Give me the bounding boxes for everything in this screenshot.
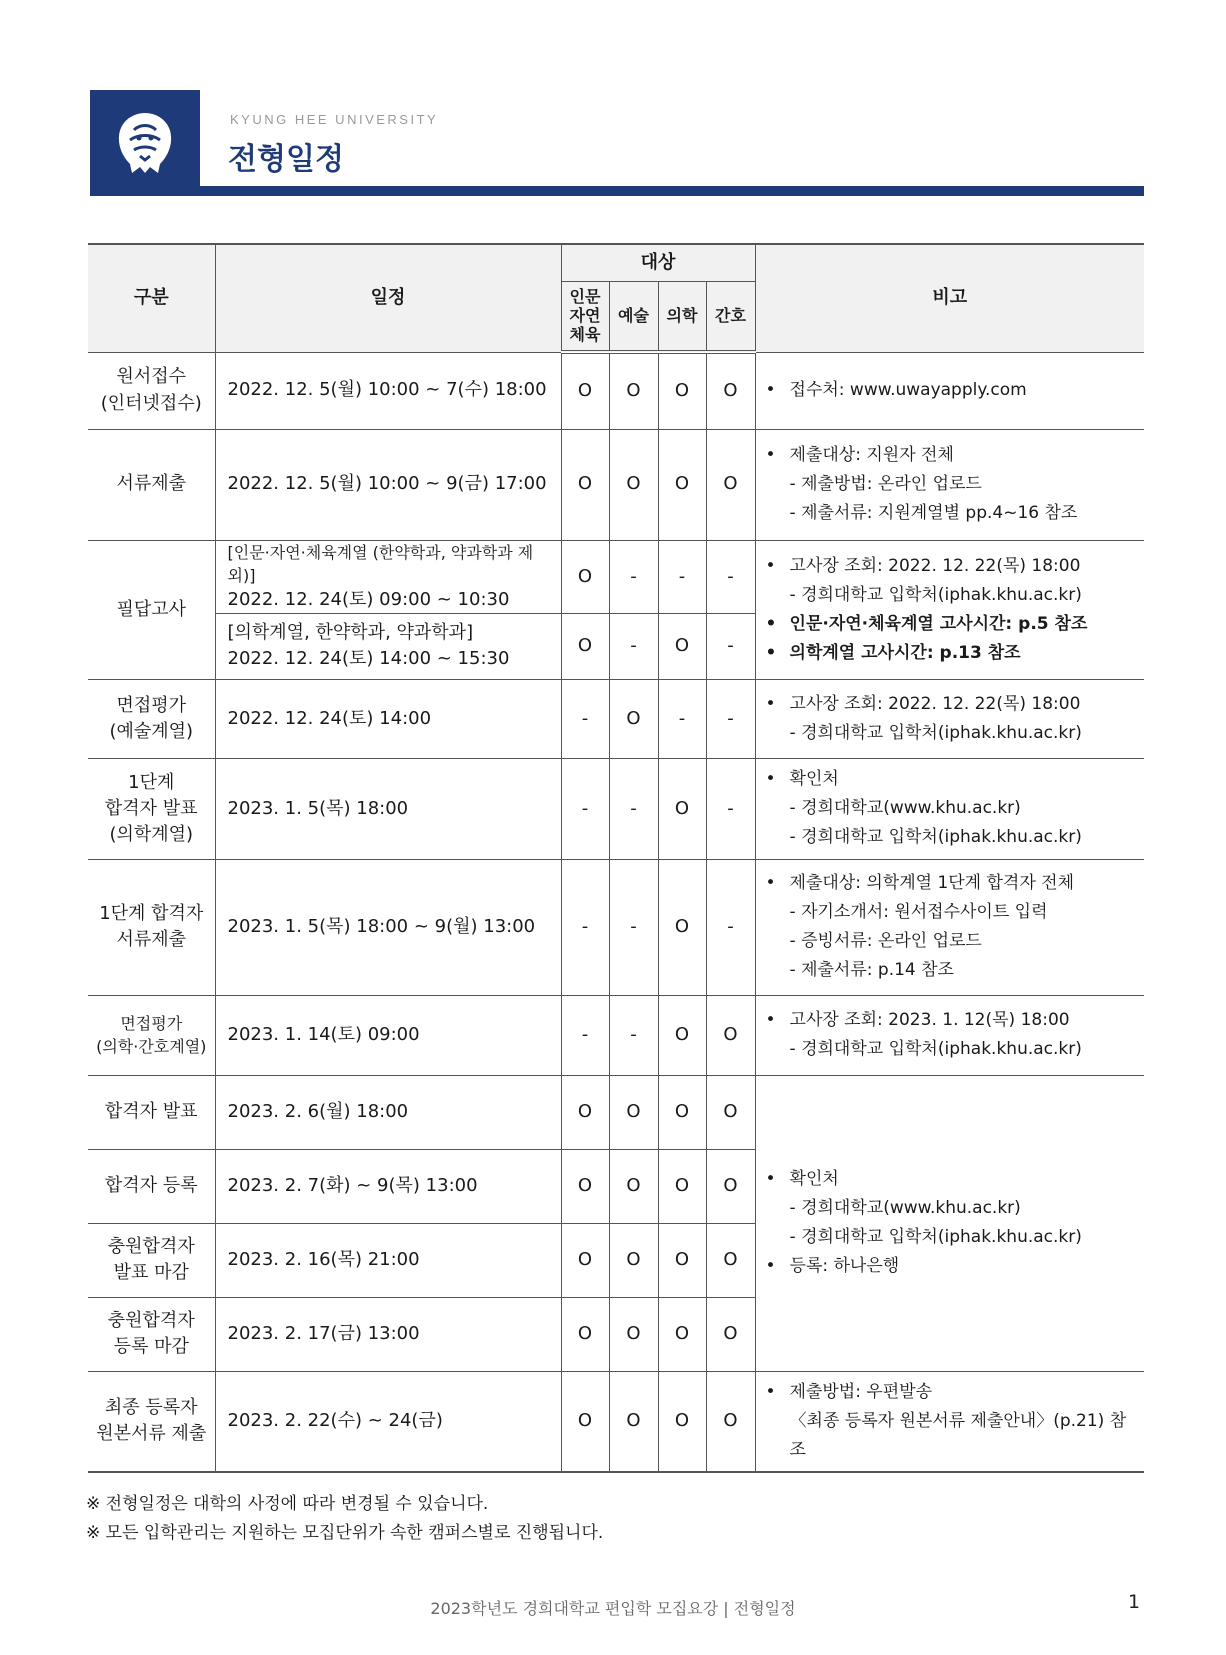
remark-item: • 제출대상: 지원자 전체 [764, 441, 1137, 470]
row-schedule: 2023. 2. 7(화) ~ 9(목) 13:00 [215, 1149, 561, 1223]
row-schedule: 2023. 2. 16(목) 21:00 [215, 1223, 561, 1297]
university-name: KYUNG HEE UNIVERSITY [230, 112, 439, 127]
target-mark: - [561, 758, 609, 859]
target-mark: O [658, 758, 706, 859]
table-row [88, 995, 1144, 1075]
target-mark: O [609, 1075, 658, 1149]
schedule-date: 2022. 12. 24(토) 09:00 ~ 10:30 [227, 588, 510, 610]
row-category: 합격자 발표 [88, 1075, 215, 1149]
target-mark: O [658, 613, 706, 679]
table-row [88, 679, 1144, 758]
row-schedule: 2023. 2. 17(금) 13:00 [215, 1297, 561, 1371]
remark-subitem: - 제출서류: p.14 참조 [764, 956, 1137, 985]
table-row [88, 1075, 1144, 1149]
row-remarks [755, 1075, 1144, 1371]
target-mark: O [561, 429, 609, 540]
remark-subitem: - 경희대학교 입학처(iphak.khu.ac.kr) [764, 1223, 1137, 1252]
schedule-group-label: [의학계열, 한약학과, 약과학과] [227, 622, 474, 644]
target-mark: O [658, 1297, 706, 1371]
row-schedule: 2023. 1. 5(목) 18:00 ~ 9(월) 13:00 [215, 859, 561, 995]
target-mark: - [658, 679, 706, 758]
row-category: 최종 등록자 원본서류 제출 [88, 1371, 215, 1472]
row-schedule: 2023. 1. 14(토) 09:00 [215, 995, 561, 1075]
schedule-group-label: [인문·자연·체육계열 (한약학과, 약과학과 제외)] [227, 542, 534, 585]
target-mark: O [609, 679, 658, 758]
row-category: 서류제출 [88, 429, 215, 540]
footnotes [86, 1490, 603, 1548]
header-target-medicine: 의학 [658, 281, 706, 352]
row-category: 합격자 등록 [88, 1149, 215, 1223]
remark-item: • 의학계열 고사시간: p.13 참조 [764, 639, 1137, 668]
remark-item: • 확인처 [764, 1165, 1137, 1194]
table-row [88, 1371, 1144, 1472]
row-category: 면접평가 (의학·간호계열) [88, 995, 215, 1075]
target-mark: - [706, 613, 755, 679]
target-mark: O [561, 1371, 609, 1472]
row-category: 충원합격자 발표 마감 [88, 1223, 215, 1297]
header-category: 구분 [88, 244, 215, 352]
target-mark: O [706, 1149, 755, 1223]
target-mark: O [658, 1371, 706, 1472]
schedule-date: 2022. 12. 24(토) 14:00 ~ 15:30 [227, 648, 510, 670]
target-mark: - [706, 540, 755, 613]
target-mark: O [658, 429, 706, 540]
row-schedule [215, 613, 561, 679]
target-mark: O [609, 1223, 658, 1297]
row-schedule: 2022. 12. 24(토) 14:00 [215, 679, 561, 758]
target-mark: - [609, 859, 658, 995]
header-target: 대상 [561, 244, 755, 281]
row-category: 필답고사 [88, 540, 215, 679]
row-schedule [215, 540, 561, 613]
page-header [90, 90, 1144, 196]
table-row [88, 540, 1144, 613]
header-bar [90, 186, 1144, 196]
remark-subitem: - 경희대학교 입학처(iphak.khu.ac.kr) [764, 823, 1137, 852]
row-category: 충원합격자 등록 마감 [88, 1297, 215, 1371]
row-remarks [755, 540, 1144, 679]
remark-subitem: - 제출방법: 온라인 업로드 [764, 470, 1137, 499]
remark-item: 〈최종 등록자 원본서류 제출안내〉(p.21) 참조 [789, 1410, 1127, 1460]
remark-subitem: - 경희대학교 입학처(iphak.khu.ac.kr) [764, 581, 1137, 610]
footnote: ※ 전형일정은 대학의 사정에 따라 변경될 수 있습니다. [86, 1494, 489, 1514]
target-mark: O [706, 352, 755, 429]
row-remarks [755, 679, 1144, 758]
row-schedule: 2023. 2. 22(수) ~ 24(금) [215, 1371, 561, 1472]
target-mark: - [609, 995, 658, 1075]
target-mark: O [706, 1371, 755, 1472]
row-schedule: 2023. 1. 5(목) 18:00 [215, 758, 561, 859]
header-schedule: 일정 [215, 244, 561, 352]
target-mark: O [609, 352, 658, 429]
header-target-nursing: 간호 [706, 281, 755, 352]
row-schedule: 2022. 12. 5(월) 10:00 ~ 9(금) 17:00 [215, 429, 561, 540]
target-mark: - [609, 613, 658, 679]
table-row [88, 429, 1144, 540]
row-schedule: 2022. 12. 5(월) 10:00 ~ 7(수) 18:00 [215, 352, 561, 429]
target-mark: - [706, 859, 755, 995]
remark-subitem: - 경희대학교 입학처(iphak.khu.ac.kr) [764, 1035, 1137, 1064]
footnote: ※ 모든 입학관리는 지원하는 모집단위가 속한 캠퍼스별로 진행됩니다. [86, 1523, 604, 1543]
target-mark: O [609, 429, 658, 540]
table-row [88, 352, 1144, 429]
target-mark: O [561, 352, 609, 429]
header-remarks: 비고 [755, 244, 1144, 352]
target-mark: O [561, 540, 609, 613]
university-logo [90, 90, 200, 196]
remark-subitem: - 증빙서류: 온라인 업로드 [764, 927, 1137, 956]
row-remarks [755, 352, 1144, 429]
target-mark: O [658, 859, 706, 995]
remark-item: • 제출방법: 우편발송 [764, 1378, 1137, 1407]
target-mark: O [658, 352, 706, 429]
target-mark: O [658, 1075, 706, 1149]
remark-subitem: - 경희대학교 입학처(iphak.khu.ac.kr) [764, 719, 1137, 748]
row-category: 1단계 합격자 발표 (의학계열) [88, 758, 215, 859]
row-category: 1단계 합격자 서류제출 [88, 859, 215, 995]
schedule-table [88, 243, 1144, 1473]
remark-item: • 제출대상: 의학계열 1단계 합격자 전체 [764, 869, 1137, 898]
target-mark: - [561, 679, 609, 758]
target-mark: O [658, 1149, 706, 1223]
target-mark: O [706, 1223, 755, 1297]
row-category: 원서접수 (인터넷접수) [88, 352, 215, 429]
target-mark: - [658, 540, 706, 613]
target-mark: O [561, 1297, 609, 1371]
remark-item: • 등록: 하나은행 [764, 1252, 1137, 1281]
target-mark: - [706, 758, 755, 859]
row-remarks [755, 859, 1144, 995]
page-number: 1 [1128, 1591, 1141, 1613]
target-mark: O [658, 995, 706, 1075]
target-mark: - [609, 758, 658, 859]
remark-subitem: - 자기소개서: 원서접수사이트 입력 [764, 898, 1137, 927]
target-mark: - [609, 540, 658, 613]
remark-item: • 인문·자연·체육계열 고사시간: p.5 참조 [764, 610, 1137, 639]
row-remarks [755, 995, 1144, 1075]
target-mark: O [706, 1075, 755, 1149]
header-target-humanities: 인문 자연 체육 [561, 281, 609, 352]
target-mark: - [706, 679, 755, 758]
target-mark: O [609, 1371, 658, 1472]
page-footer: 2023학년도 경희대학교 편입학 모집요강 | 전형일정 [430, 1599, 796, 1618]
remark-subitem: - 경희대학교(www.khu.ac.kr) [764, 794, 1137, 823]
target-mark: - [561, 995, 609, 1075]
target-mark: O [561, 1075, 609, 1149]
remark-item: • 고사장 조회: 2022. 12. 22(목) 18:00 [764, 690, 1137, 719]
target-mark: O [609, 1149, 658, 1223]
target-mark: O [561, 1223, 609, 1297]
schedule-table-body [88, 352, 1144, 1472]
target-mark: O [706, 429, 755, 540]
remark-item: • 고사장 조회: 2023. 1. 12(목) 18:00 [764, 1006, 1137, 1035]
target-mark: O [561, 613, 609, 679]
lion-emblem-icon [114, 110, 176, 176]
remark-item: • 확인처 [764, 765, 1137, 794]
target-mark: O [706, 995, 755, 1075]
target-mark: O [706, 1297, 755, 1371]
target-mark: O [658, 1223, 706, 1297]
remark-item: • 접수처: www.uwayapply.com [764, 376, 1137, 405]
target-mark: O [609, 1297, 658, 1371]
row-schedule: 2023. 2. 6(월) 18:00 [215, 1075, 561, 1149]
table-row [88, 859, 1144, 995]
row-remarks [755, 758, 1144, 859]
table-row [88, 758, 1144, 859]
page-title: 전형일정 [228, 142, 344, 177]
row-category: 면접평가 (예술계열) [88, 679, 215, 758]
target-mark: - [561, 859, 609, 995]
remark-subitem: - 제출서류: 지원계열별 pp.4~16 참조 [764, 499, 1137, 528]
remark-item: • 고사장 조회: 2022. 12. 22(목) 18:00 [764, 552, 1137, 581]
header-target-arts: 예술 [609, 281, 658, 352]
row-remarks [755, 1371, 1144, 1472]
remark-subitem: - 경희대학교(www.khu.ac.kr) [764, 1194, 1137, 1223]
target-mark: O [561, 1149, 609, 1223]
row-remarks [755, 429, 1144, 540]
